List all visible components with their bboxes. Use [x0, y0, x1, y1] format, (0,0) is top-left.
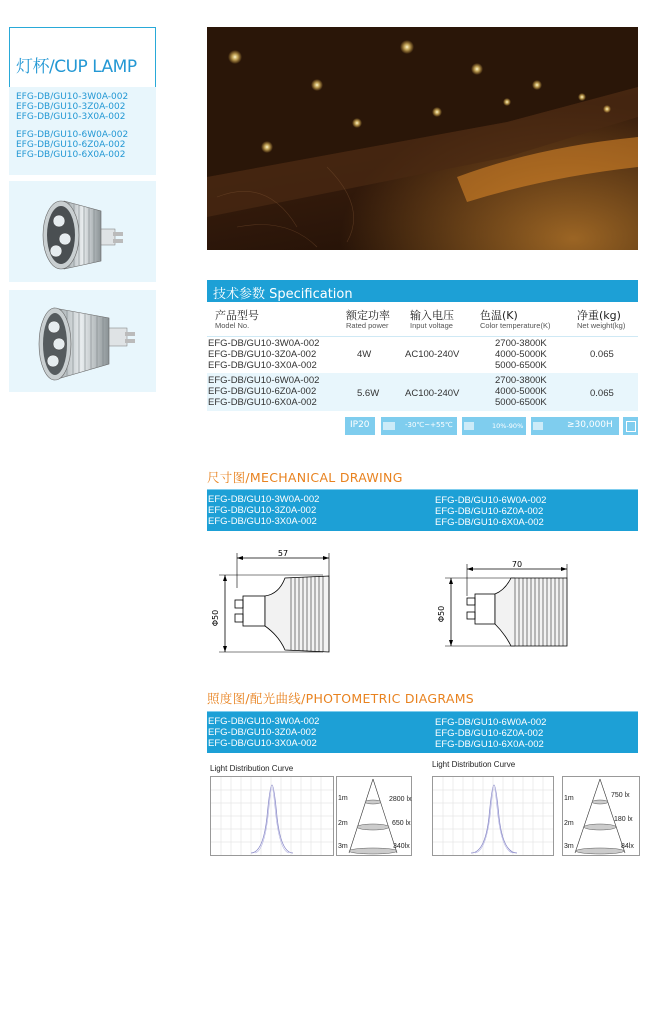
- temp-icon: [383, 422, 395, 430]
- row2-models: [208, 375, 319, 408]
- distance-label: 3m: [564, 843, 574, 850]
- model-list-b: [16, 130, 128, 160]
- humidity-icon: [464, 422, 474, 430]
- lux-label: 84lx: [621, 843, 634, 850]
- power-cell: 5.6W: [357, 388, 380, 399]
- row1-temps: [495, 338, 547, 371]
- header-voltage-zh: 输入电压: [410, 309, 454, 322]
- cert-badge: [623, 417, 638, 435]
- mechanical-drawing-large: [435, 556, 575, 656]
- model-item: EFG-DB/GU10-6W0A-002: [435, 717, 547, 728]
- life-badge: ≥30,000H: [531, 417, 619, 435]
- lamp-photo-2: [9, 290, 156, 392]
- model-item: EFG-DB/GU10-6X0A-002: [16, 150, 126, 160]
- distance-label: 2m: [338, 820, 348, 827]
- lux-label: 2800 lx: [389, 796, 412, 803]
- curve-title-left: Light Distribution Curve: [210, 764, 294, 773]
- header-weight-zh: 净重(kg): [577, 309, 621, 322]
- model-item: EFG-DB/GU10-6X0A-002: [435, 517, 544, 528]
- header-model-en: Model No.: [215, 321, 250, 330]
- row2-temps: [495, 375, 547, 408]
- lux-label: 340lx: [393, 843, 410, 850]
- model-item: EFG-DB/GU10-3W0A-002: [208, 716, 320, 727]
- model-list-a: [16, 92, 128, 122]
- mech-left-models: [208, 494, 319, 527]
- mech-right-models: [435, 495, 546, 528]
- length-label: 70: [511, 560, 523, 569]
- spec-badges: [345, 417, 638, 435]
- distance-label: 1m: [338, 795, 348, 802]
- model-item: EFG-DB/GU10-3W0A-002: [208, 494, 320, 505]
- model-cell: EFG-DB/GU10-6W0A-002: [208, 375, 320, 386]
- header-cct-zh: 色温(K): [480, 309, 518, 322]
- weight-cell: 0.065: [590, 388, 614, 399]
- power-cell: 4W: [357, 349, 372, 360]
- model-list-panel: [9, 87, 156, 175]
- model-cell: EFG-DB/GU10-3W0A-002: [208, 338, 320, 349]
- spec-row-1: [207, 336, 638, 374]
- cct-cell: 5000-6500K: [495, 360, 547, 371]
- mechanical-drawing-small: [205, 548, 340, 658]
- application-photo: [207, 27, 638, 250]
- photometric-model-band: [207, 711, 638, 753]
- lux-label: 750 lx: [611, 792, 630, 799]
- model-item: EFG-DB/GU10-3X0A-002: [208, 738, 317, 749]
- photometric-title: 照度图/配光曲线/PHOTOMETRIC DIAGRAMS: [207, 691, 475, 706]
- cct-cell: 5000-6500K: [495, 397, 547, 408]
- weight-cell: 0.065: [590, 349, 614, 360]
- lamp-photo-1: [9, 181, 156, 282]
- model-item: EFG-DB/GU10-6Z0A-002: [435, 728, 544, 739]
- header-voltage-en: Input voltage: [410, 321, 453, 330]
- model-cell: EFG-DB/GU10-3X0A-002: [208, 360, 317, 371]
- distribution-plot-left: [211, 777, 333, 855]
- distance-label: 1m: [564, 795, 574, 802]
- mechanical-title: 尺寸图/MECHANICAL DRAWING: [207, 470, 403, 485]
- voltage-cell: AC100-240V: [405, 349, 460, 360]
- model-item: EFG-DB/GU10-6W0A-002: [435, 495, 547, 506]
- model-item: EFG-DB/GU10-3W0A-002: [16, 92, 129, 102]
- length-label: 57: [277, 549, 289, 558]
- model-item: EFG-DB/GU10-6Z0A-002: [16, 140, 126, 150]
- cct-cell: 2700-3800K: [495, 338, 547, 349]
- band-line: [207, 489, 638, 490]
- ceiling-lights-photo: [207, 27, 638, 250]
- model-item: EFG-DB/GU10-3Z0A-002: [208, 727, 317, 738]
- spec-row-2: [207, 373, 638, 411]
- model-cell: EFG-DB/GU10-6Z0A-002: [208, 386, 317, 397]
- header-power-en: Rated power: [346, 321, 389, 330]
- row1-models: [208, 338, 319, 371]
- model-item: EFG-DB/GU10-3Z0A-002: [208, 505, 317, 516]
- model-item: EFG-DB/GU10-3X0A-002: [16, 112, 126, 122]
- life-icon: [533, 422, 543, 430]
- header-weight-en: Net weight(kg): [577, 321, 626, 330]
- product-image-6led: [9, 290, 156, 392]
- spec-title: 技术参数 Specification: [213, 287, 353, 302]
- distribution-plot-right: [433, 777, 553, 855]
- photo-right-models: [435, 717, 546, 750]
- spec-column-headers: [207, 302, 638, 336]
- model-item: EFG-DB/GU10-3X0A-002: [208, 516, 317, 527]
- photo-left-models: [208, 716, 319, 749]
- distribution-curve-right: [432, 776, 554, 856]
- distance-label: 3m: [338, 843, 348, 850]
- header-power-zh: 额定功率: [346, 309, 390, 322]
- product-image-3led: [9, 181, 156, 282]
- lux-label: 650 lx: [392, 820, 411, 827]
- distance-label: 2m: [564, 820, 574, 827]
- distribution-curve-left: [210, 776, 334, 856]
- curve-title-right: Light Distribution Curve: [432, 760, 516, 769]
- voltage-cell: AC100-240V: [405, 388, 460, 399]
- band-line: [207, 711, 638, 712]
- ip-badge: IP20: [345, 417, 375, 435]
- model-cell: EFG-DB/GU10-3Z0A-002: [208, 349, 317, 360]
- diameter-label: Φ50: [211, 609, 220, 627]
- model-cell: EFG-DB/GU10-6X0A-002: [208, 397, 317, 408]
- header-model-zh: 产品型号: [215, 309, 259, 322]
- product-title: 灯杯/CUP LAMP: [16, 57, 137, 77]
- cct-cell: 4000-5000K: [495, 349, 547, 360]
- lux-label: 180 lx: [614, 816, 633, 823]
- spec-header: [207, 280, 638, 302]
- diameter-label: Φ50: [437, 605, 446, 623]
- temp-badge: -30℃~+55℃: [381, 417, 457, 435]
- mechanical-model-band: [207, 489, 638, 531]
- header-cct-en: Color temperature(K): [480, 321, 551, 330]
- model-item: EFG-DB/GU10-6W0A-002: [16, 130, 129, 140]
- cert-icon: [626, 421, 636, 432]
- cct-cell: 4000-5000K: [495, 386, 547, 397]
- cct-cell: 2700-3800K: [495, 375, 547, 386]
- model-item: EFG-DB/GU10-6X0A-002: [435, 739, 544, 750]
- model-item: EFG-DB/GU10-3Z0A-002: [16, 102, 126, 112]
- model-item: EFG-DB/GU10-6Z0A-002: [435, 506, 544, 517]
- humidity-badge: 10%-90%: [462, 417, 526, 435]
